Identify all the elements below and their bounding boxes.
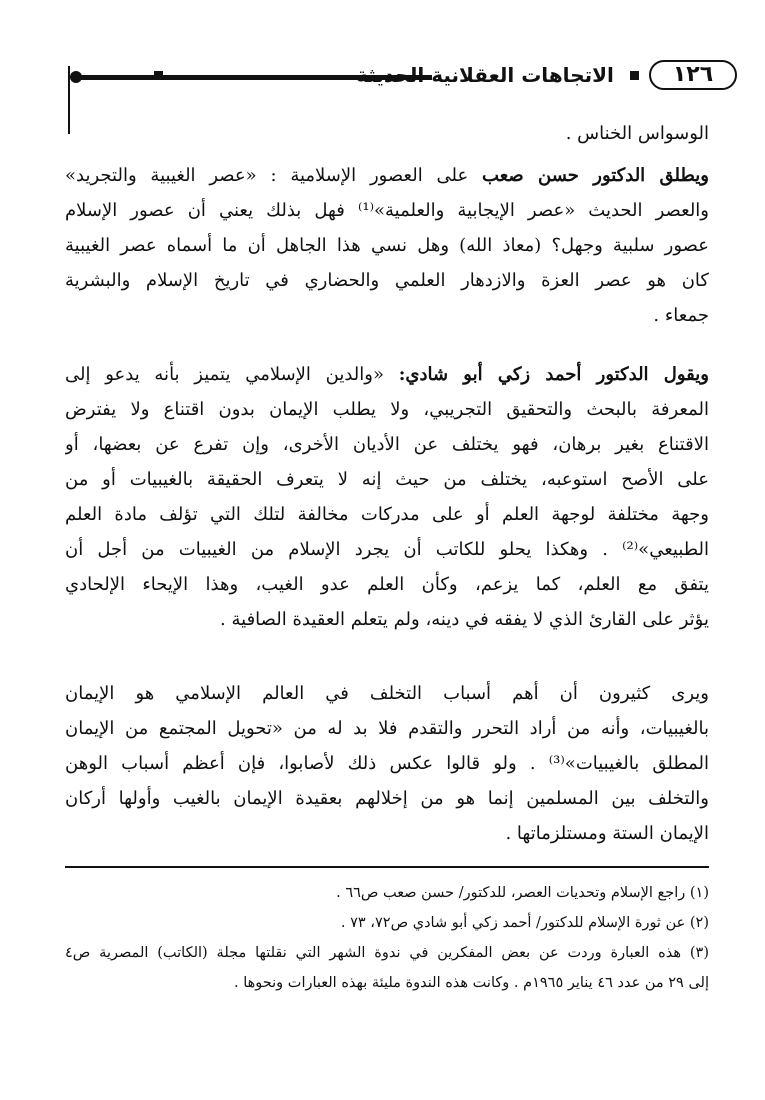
paragraph-4 (65, 676, 709, 851)
text-line: الوسواس الخناس . (565, 123, 709, 144)
footnotes (65, 878, 709, 998)
author-name-bold: ويقول الدكتور أحمد زكي أبو شادي: (398, 364, 709, 385)
text-line: والعصر الحديث «عصر الإيجابية والعلمية»⁽¹⁾ فهل بذلك يعني أن عصور الإسلام (65, 200, 709, 221)
paragraph-1 (65, 116, 709, 151)
text-line: ويطلق الدكتور حسن صعب على العصور الإسلامية : «عصر الغيبية والتجريد» (65, 165, 709, 186)
paragraph-3 (65, 357, 709, 637)
paragraph-2 (65, 158, 709, 333)
header-ornament-square (154, 71, 163, 80)
footnote-2: (٢) عن ثورة الإسلام للدكتور/ أحمد زكي أبو شادي ص٧٢، ٧٣ . (340, 915, 709, 931)
text-line: الإيمان الستة ومستلزماتها . (505, 823, 709, 844)
text-line: على الأصح استوعبه، يختلف من حيث إنه لا يتعرف الحقيقة بالغيبيات أو من (65, 469, 709, 490)
running-title: الاتجاهات العقلانية الحديثة (356, 63, 614, 87)
text-line: يتفق مع العلم، كما يزعم، وكأن العلم عدو الغيب، وهذا الإيحاء الإلحادي (65, 574, 709, 595)
running-header (72, 58, 737, 98)
text-line: يؤثر على القارئ الذي لا يفقه في دينه، ولم يتعلم العقيدة الصافية . (220, 609, 709, 630)
text-line: بالغيبيات، وأنه من أراد التحرر والتقدم فلا بد له من «تحويل المجتمع من الإيمان (65, 718, 709, 739)
text-line: الطبيعي»⁽²⁾ . وهكذا يحلو للكاتب أن يجرد الإسلام من الغيبيات من أجل أن (65, 539, 709, 560)
text-line: المعرفة بالبحث والتحقيق التجريبي، ولا يطلب الإيمان بدون اقتناع ولا يفترض (65, 399, 709, 420)
text-line: كان هو عصر العزة والازدهار العلمي والحضاري في تاريخ الإسلام والبشرية (65, 270, 709, 291)
footnote-3-continued: إلى ٢٩ من عدد ٤٦ يناير ١٩٦٥م . وكانت هذه الندوة مليئة بهذه العبارات ونحوها . (234, 975, 709, 991)
footnote-3: (٣) هذه العبارة وردت عن بعض المفكرين في ندوة الشهر التي نقلتها مجلة (الكاتب) المصرية ص٤ (65, 945, 709, 961)
header-ornament-square (630, 71, 639, 80)
text-line: المطلق بالغيبيات»⁽³⁾ . ولو قالوا عكس ذلك لأصابوا، فإن أعظم أسباب الوهن (65, 753, 709, 774)
footnote-separator (65, 866, 709, 868)
text-line: والتخلف بين المسلمين إنما هو من إخلالهم بعقيدة الإيمان بالغيب وأولها أركان (65, 788, 709, 809)
author-name-bold: ويطلق الدكتور حسن صعب (482, 165, 709, 186)
text-line: جمعاء . (653, 305, 709, 326)
text-line: عصور سلبية وجهل؟ (معاذ الله) وهل نسي هذا الجاهل أن ما أسماه عصر الغيبية (65, 235, 709, 256)
text-line: وجهة مختلفة لوجهة العلم أو على مدركات مخالفة لتلك التي تؤلف مادة العلم (65, 504, 709, 525)
text-line: ويرى كثيرون أن أهم أسباب التخلف في العالم الإسلامي هو الإيمان (65, 683, 709, 704)
text-line: ويقول الدكتور أحمد زكي أبو شادي: «والدين الإسلامي يتميز بأنه يدعو إلى (65, 364, 709, 385)
text-line: الاقتناع بغير برهان، فهو يختلف عن الأديان الأخرى، وإن تفرع عن بعضها، أو (65, 434, 709, 455)
page-number: ١٢٦ (649, 60, 737, 90)
footnote-1: (١) راجع الإسلام وتحديات العصر، للدكتور/ حسن صعب ص٦٦ . (336, 885, 709, 901)
